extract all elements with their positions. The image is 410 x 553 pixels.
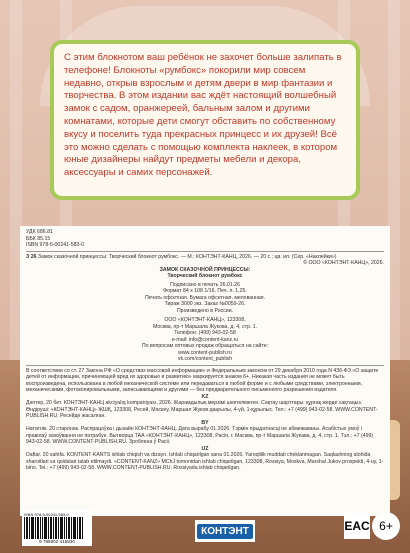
print-line: Печать офсетная. Бумага офсетная, мелованная.	[144, 294, 266, 301]
copyright: © ООО «КОНТЭНТ-КАНЦ», 2026.	[303, 260, 384, 266]
publisher-line: vk.com/content_publish	[177, 356, 233, 362]
udk-code: УДК 686.81	[26, 229, 53, 235]
publisher-line: По вопросам оптовых продаж обращаться на сайте:	[141, 343, 269, 349]
bbk-code: ББК 85.15	[26, 235, 51, 242]
kz-text: Дәптер, 20 бет. КОНТЭНТ-КАНЦ аkciyalıq kompaniyası, 2026. Жарамдылық мерзімі шектелмеген. Сақтау шарттары: құрғақ жерде сақтаңыз. Өндіруші: «КОНТЭНТ-КАНЦ» ЖШҚ, 123308, Ресей, Мәскеу, Маршал Жуков даңғылы, 4-үй, 1-құрылыс. Тел.: +7 (499) 943-02-58. WWW.CONTENT-PUBLISH.RU. Ресейде жасалған.	[26, 400, 378, 419]
age-rating-badge: 6+	[372, 512, 400, 540]
catalog-code: З 26	[26, 253, 37, 260]
logo-text: КОНТЭНТ	[197, 524, 253, 539]
catalog-text: Замок сказочной принцессы: Творческий блокнот румбокс. — М.: КОНТЭНТ-КАНЦ, 2026. — 20 с.; цв. ил. (Сер. «Наклейки»)	[37, 253, 337, 260]
publisher-details	[26, 317, 384, 363]
publisher-line: Телефон: (499) 943-02-58	[174, 330, 236, 336]
intro-panel	[50, 40, 360, 200]
print-line: Формат 84 х 108 1/16. Печ. л. 1,25.	[163, 288, 247, 294]
intro-text: С этим блокнотом ваш ребёнок не захочет больше залипать в телефоне! Блокноты «румбокс» покорили мир совсем недавно, открыв взрослым и детям двери в мир фантазии и творчества. В этом издании вас ждёт настоящий волшебный замок с садом, оранжереей, бальным залом и другими комнатами, которые дети смогут обставить по собственному вкусу и поселить туда прекрасных принцесс и их друзей! Всё это можно сделать с помощью комплекта наклеек, в котором юные дизайнеры найдут предметы мебели и декора, аксессуары и самих персонажей.	[64, 52, 342, 179]
law-text: В соответствии со ст. 27 Закона РФ «О средствах массовой информации» и Федеральным законом от 29 декабря 2010 года N 436-ФЗ «О защите детей от информации, причиняющей вред их здоровью и развитию» маркируется знаком 6+. Никакая часть издания не может быть воспроизведена, использована в любой механической системе или передаваться в любой форме и с любыми средствами, электронными, механическими, фотокопировальными, записывающими и другими — без предварительного письменного разрешения издателя.	[26, 367, 379, 393]
by-text: Нататнік. 20 старонак. Распрацоўка і дызайн КОНТЭНТ-КАНЦ. Дата вырабу 01.2026. Тэрмін прыдатнасці не абмежаваны. Асабістых умоў і правілаў захоўвання не патрабуе. Вытворца ТАА «КОНТЭНТ-КАНЦ», 123308, Расія, г. Масква, пр-т Маршала Жукава, д. 4, стр. 1. Тэл.: +7 (499) 943-02-58. WWW.CONTENT-PUBLISH.RU. Зроблена ў Расіі.	[26, 426, 374, 445]
print-details	[26, 282, 384, 315]
barcode-bars	[24, 517, 90, 539]
kz-label: KZ	[201, 393, 209, 400]
uz-text: Daftar. 20 sahifa. KONTENT-KANTS ishlab chiqish va dizayn. Ishlab chiqarilgan sana 01.2026. Yaroqlilik muddati cheklanmagan. Saqlashning alohida sharoitlari va qoidalari talab etilmaydi. «CONTENT-KANZ» MChJ tomonidan ishlab chiqarilgan, 123308, Rossiya, Moskva, Marshal Jukov prospekti, 4-uy, 1-bino. Tel.: +7 (499) 943-02-58. WWW.CONTENT-PUBLISH.RU. Rossiyada ishlab chiqarilgan.	[26, 452, 384, 471]
imprint-panel	[20, 226, 390, 516]
publisher-logo	[195, 520, 255, 542]
publisher-line: e-mail: info@content-kanz.ru	[171, 336, 239, 343]
uz-label: UZ	[201, 445, 209, 452]
print-line: Подписано в печать 26.01.26	[170, 281, 240, 288]
by-label: BY	[201, 419, 209, 426]
book-subtitle: Творческий блокнот румбокс	[167, 273, 243, 279]
publisher-line: Москва, пр-т Маршала Жукова, д. 4, стр. 1.	[152, 323, 258, 330]
print-line: Произведено в России.	[176, 307, 234, 314]
publisher-line: ООО «КОНТЭНТ-КАНЦ», 123308,	[164, 317, 246, 323]
isbn-line: ISBN 978-5-00241-583-0	[26, 242, 84, 248]
divider	[26, 251, 384, 252]
barcode	[22, 510, 92, 546]
divider	[26, 365, 384, 366]
book-title: ЗАМОК СКАЗОЧНОЙ ПРИНЦЕССЫ:	[159, 266, 251, 273]
barcode-number: 9 785002 415830	[39, 539, 75, 544]
print-line: Тираж 3000 экз. Заказ №0059-26.	[164, 301, 246, 307]
publisher-line: www.content-publish.ru	[178, 349, 232, 356]
eac-mark: EAC	[344, 513, 370, 539]
barcode-isbn: ISBN 978-5-00241-583-0	[24, 512, 69, 517]
